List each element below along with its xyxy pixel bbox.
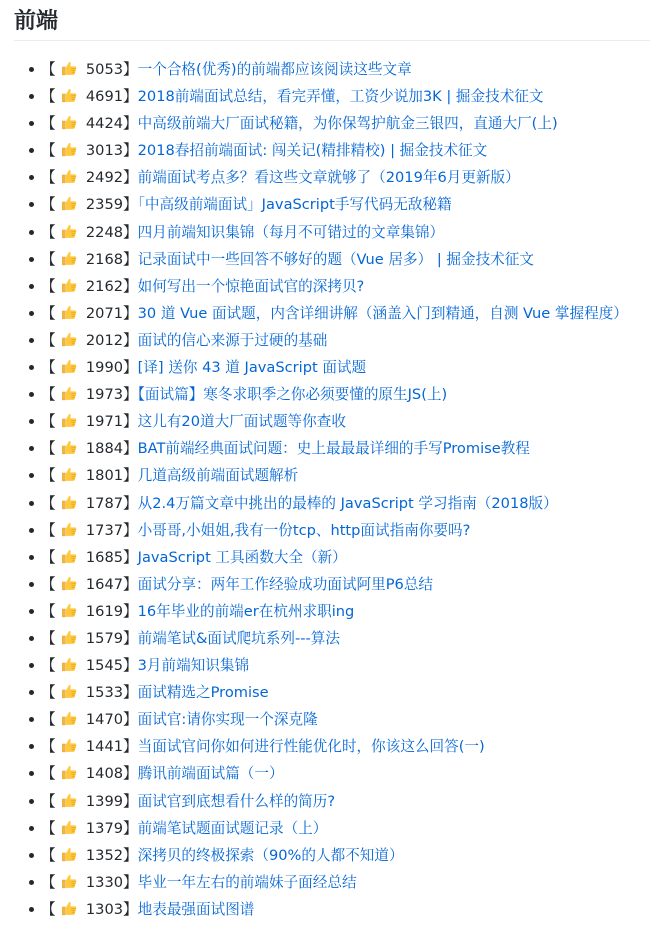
article-link[interactable]: 面试精选之Promise: [137, 684, 269, 702]
close-bracket: 】: [123, 88, 138, 106]
open-bracket: 【: [41, 331, 56, 349]
bullet-dot: [29, 473, 34, 478]
thumbs-up-icon: [61, 656, 78, 673]
like-count: 1973: [85, 386, 124, 404]
list-item: [14, 869, 650, 896]
close-bracket: 】: [123, 196, 138, 214]
bullet-dot: [29, 148, 34, 153]
list-item: [14, 625, 650, 652]
bullet-dot: [29, 284, 34, 289]
thumbs-up-icon: [61, 439, 78, 456]
open-bracket: 【: [41, 711, 56, 729]
thumbs-up-icon: [61, 629, 78, 646]
open-bracket: 【: [41, 765, 56, 783]
thumbs-up-icon: [61, 575, 78, 592]
article-link[interactable]: 如何写出一个惊艳面试官的深拷贝?: [137, 277, 365, 295]
article-link[interactable]: BAT前端经典面试问题：史上最最最详细的手写Promise教程: [137, 440, 530, 458]
bullet-dot: [29, 230, 34, 235]
article-link[interactable]: 几道高级前端面试题解析: [137, 467, 299, 485]
bullet-dot: [29, 690, 34, 695]
like-count: 1685: [85, 548, 124, 566]
like-count: 1303: [85, 900, 124, 918]
article-link[interactable]: 30 道 Vue 面试题，内含详细讲解（涵盖入门到精通，自测 Vue 掌握程度）: [137, 304, 628, 322]
article-link[interactable]: [译] 送你 43 道 JavaScript 面试题: [137, 359, 367, 377]
article-link[interactable]: 面试分享：两年工作经验成功面试阿里P6总结: [137, 575, 434, 593]
like-count: 2071: [85, 304, 124, 322]
open-bracket: 【: [41, 88, 56, 106]
list-item: [14, 246, 650, 273]
like-count: 1470: [85, 711, 124, 729]
like-count: 1579: [85, 629, 124, 647]
thumbs-up-icon: [61, 683, 78, 700]
bullet-dot: [29, 94, 34, 99]
thumbs-up-icon: [61, 277, 78, 294]
article-list: [14, 56, 650, 923]
close-bracket: 】: [123, 738, 138, 756]
like-count: 1801: [85, 467, 124, 485]
list-item: [14, 571, 650, 598]
article-link[interactable]: 前端笔试题面试题记录（上）: [137, 819, 328, 837]
list-item: [14, 83, 650, 110]
list-item: [14, 137, 650, 164]
thumbs-up-icon: [61, 141, 78, 158]
article-link[interactable]: 毕业一年左右的前端妹子面经总结: [137, 873, 357, 891]
article-link[interactable]: 前端笔试&面试爬坑系列---算法: [137, 629, 340, 647]
thumbs-up-icon: [61, 521, 78, 538]
like-count: 1647: [85, 575, 124, 593]
open-bracket: 【: [41, 277, 56, 295]
list-item: [14, 733, 650, 760]
like-count: 2168: [85, 250, 124, 268]
open-bracket: 【: [41, 900, 56, 918]
bullet-dot: [29, 609, 34, 614]
bullet-dot: [29, 257, 34, 262]
close-bracket: 】: [123, 304, 138, 322]
like-count: 3013: [85, 142, 124, 160]
like-count: 1971: [85, 413, 124, 431]
thumbs-up-icon: [61, 114, 78, 131]
like-count: 1619: [85, 602, 124, 620]
bullet-dot: [29, 338, 34, 343]
article-link[interactable]: 2018前端面试总结，看完弄懂，工资少说加3K | 掘金技术征文: [137, 88, 544, 106]
article-link[interactable]: 深拷贝的终极探索（90%的人都不知道）: [137, 846, 404, 864]
article-link[interactable]: 面试的信心来源于过硬的基础: [137, 331, 328, 349]
thumbs-up-icon: [61, 358, 78, 375]
article-link[interactable]: 地表最强面试图谱: [137, 900, 255, 918]
close-bracket: 】: [123, 873, 138, 891]
article-link[interactable]: 小哥哥,小姐姐,我有一份tcp、http面试指南你要吗?: [137, 521, 471, 539]
list-item: [14, 652, 650, 679]
open-bracket: 【: [41, 846, 56, 864]
list-item: [14, 219, 650, 246]
bullet-dot: [29, 582, 34, 587]
open-bracket: 【: [41, 738, 56, 756]
open-bracket: 【: [41, 684, 56, 702]
thumbs-up-icon: [61, 304, 78, 321]
close-bracket: 】: [123, 223, 138, 241]
open-bracket: 【: [41, 602, 56, 620]
close-bracket: 】: [123, 61, 138, 78]
thumbs-up-icon: [61, 710, 78, 727]
thumbs-up-icon: [61, 764, 78, 781]
list-item: [14, 706, 650, 733]
like-count: 1441: [85, 738, 124, 756]
like-count: 2248: [85, 223, 124, 241]
heading-divider: [14, 40, 650, 41]
like-count: 1379: [85, 819, 124, 837]
list-item: [14, 788, 650, 815]
article-link[interactable]: 2018春招前端面试: 闯关记(精排精校) | 掘金技术征文: [137, 142, 488, 160]
article-link[interactable]: 中高级前端大厂面试秘籍，为你保驾护航金三银四，直通大厂(上): [137, 115, 558, 133]
article-link[interactable]: 这儿有20道大厂面试题等你查收: [137, 413, 346, 431]
bullet-dot: [29, 67, 34, 72]
thumbs-up-icon: [61, 819, 78, 836]
list-item: [14, 327, 650, 354]
close-bracket: 】: [123, 359, 138, 377]
open-bracket: 【: [41, 548, 56, 566]
thumbs-up-icon: [61, 737, 78, 754]
article-link[interactable]: 当面试官问你如何进行性能优化时，你该这么回答(一): [137, 738, 485, 756]
thumbs-up-icon: [61, 331, 78, 348]
thumbs-up-icon: [61, 494, 78, 511]
close-bracket: 】: [123, 548, 138, 566]
bullet-dot: [29, 853, 34, 858]
thumbs-up-icon: [61, 900, 78, 917]
list-item: [14, 842, 650, 869]
open-bracket: 【: [41, 115, 56, 133]
thumbs-up-icon: [61, 846, 78, 863]
open-bracket: 【: [41, 304, 56, 322]
close-bracket: 】: [123, 846, 138, 864]
close-bracket: 】: [123, 575, 138, 593]
thumbs-up-icon: [61, 548, 78, 565]
thumbs-up-icon: [61, 412, 78, 429]
open-bracket: 【: [41, 413, 56, 431]
close-bracket: 】: [123, 169, 138, 187]
close-bracket: 】: [123, 684, 138, 702]
article-link[interactable]: 腾讯前端面试篇（一）: [137, 765, 284, 783]
article-link[interactable]: 面试官:请你实现一个深克隆: [137, 711, 318, 729]
close-bracket: 】: [123, 765, 138, 783]
bullet-dot: [29, 365, 34, 370]
list-item: [14, 598, 650, 625]
list-item: [14, 760, 650, 787]
thumbs-up-icon: [61, 466, 78, 483]
close-bracket: 】: [123, 467, 138, 485]
bullet-dot: [29, 826, 34, 831]
open-bracket: 【: [41, 657, 56, 675]
open-bracket: 【: [41, 819, 56, 837]
like-count: 1990: [85, 359, 124, 377]
bullet-dot: [29, 392, 34, 397]
open-bracket: 【: [41, 359, 56, 377]
close-bracket: 】: [123, 250, 138, 268]
list-item: [14, 517, 650, 544]
like-count: 2359: [85, 196, 124, 214]
bullet-dot: [29, 717, 34, 722]
thumbs-up-icon: [61, 602, 78, 619]
close-bracket: 】: [123, 440, 138, 458]
list-item: [14, 56, 650, 83]
like-count: 1545: [85, 657, 124, 675]
thumbs-up-icon: [61, 60, 78, 77]
like-count: 5053: [85, 61, 124, 78]
like-count: 2012: [85, 331, 124, 349]
close-bracket: 】: [123, 602, 138, 620]
article-link[interactable]: 16年毕业的前端er在杭州求职ing: [137, 602, 355, 620]
list-item: [14, 896, 650, 923]
bullet-dot: [29, 121, 34, 126]
like-count: 1408: [85, 765, 124, 783]
list-item: [14, 490, 650, 517]
open-bracket: 【: [41, 440, 56, 458]
article-link[interactable]: 面试官到底想看什么样的简历?: [137, 792, 336, 810]
list-item: [14, 462, 650, 489]
list-item: [14, 381, 650, 408]
open-bracket: 【: [41, 196, 56, 214]
bullet-dot: [29, 311, 34, 316]
bullet-dot: [29, 175, 34, 180]
article-link[interactable]: 四月前端知识集锦（每月不可错过的文章集锦）: [137, 223, 445, 241]
bullet-dot: [29, 446, 34, 451]
open-bracket: 【: [41, 873, 56, 891]
like-count: 1787: [85, 494, 124, 512]
thumbs-up-icon: [61, 873, 78, 890]
thumbs-up-icon: [61, 250, 78, 267]
open-bracket: 【: [41, 386, 56, 404]
open-bracket: 【: [41, 223, 56, 241]
like-count: 1884: [85, 440, 124, 458]
bullet-dot: [29, 528, 34, 533]
list-item: [14, 164, 650, 191]
open-bracket: 【: [41, 575, 56, 593]
like-count: 1399: [85, 792, 124, 810]
open-bracket: 【: [41, 521, 56, 539]
like-count: 2492: [85, 169, 124, 187]
article-link[interactable]: 记录面试中一些回答不够好的题（Vue 居多） | 掘金技术征文: [137, 250, 534, 268]
open-bracket: 【: [41, 494, 56, 512]
close-bracket: 】: [123, 331, 138, 349]
close-bracket: 】: [123, 386, 138, 404]
like-count: 4424: [85, 115, 124, 133]
bullet-dot: [29, 501, 34, 506]
list-item: [14, 191, 650, 218]
article-link[interactable]: 从2.4万篇文章中挑出的最棒的 JavaScript 学习指南（2018版）: [137, 494, 558, 512]
list-item: [14, 815, 650, 842]
close-bracket: 】: [123, 277, 138, 295]
article-link[interactable]: 一个合格(优秀)的前端都应该阅读这些文章: [137, 61, 412, 78]
bullet-dot: [29, 771, 34, 776]
list-item: [14, 273, 650, 300]
open-bracket: 【: [41, 792, 56, 810]
open-bracket: 【: [41, 61, 56, 78]
close-bracket: 】: [123, 521, 138, 539]
close-bracket: 】: [123, 792, 138, 810]
list-item: [14, 679, 650, 706]
close-bracket: 】: [123, 142, 138, 160]
close-bracket: 】: [123, 413, 138, 431]
thumbs-up-icon: [61, 195, 78, 212]
list-item: [14, 110, 650, 137]
like-count: 4691: [85, 88, 124, 106]
open-bracket: 【: [41, 467, 56, 485]
bullet-dot: [29, 799, 34, 804]
thumbs-up-icon: [61, 168, 78, 185]
thumbs-up-icon: [61, 792, 78, 809]
article-link[interactable]: JavaScript 工具函数大全（新）: [137, 548, 347, 566]
like-count: 1737: [85, 521, 124, 539]
like-count: 1533: [85, 684, 124, 702]
article-link[interactable]: 【面试篇】寒冬求职季之你必须要懂的原生JS(上): [137, 386, 448, 404]
list-item: [14, 300, 650, 327]
section-heading: 前端: [14, 9, 59, 34]
like-count: 1330: [85, 873, 124, 891]
bullet-dot: [29, 880, 34, 885]
bullet-dot: [29, 907, 34, 912]
thumbs-up-icon: [61, 223, 78, 240]
thumbs-up-icon: [61, 385, 78, 402]
article-link[interactable]: 前端面试考点多？看这些文章就够了（2019年6月更新版）: [137, 169, 520, 187]
article-link[interactable]: 「中高级前端面试」JavaScript手写代码无敌秘籍: [137, 196, 452, 214]
bullet-dot: [29, 636, 34, 641]
open-bracket: 【: [41, 250, 56, 268]
close-bracket: 】: [123, 494, 138, 512]
close-bracket: 】: [123, 657, 138, 675]
close-bracket: 】: [123, 900, 138, 918]
list-item: [14, 435, 650, 462]
list-item: [14, 544, 650, 571]
bullet-dot: [29, 419, 34, 424]
bullet-dot: [29, 663, 34, 668]
thumbs-up-icon: [61, 87, 78, 104]
close-bracket: 】: [123, 629, 138, 647]
like-count: 2162: [85, 277, 124, 295]
like-count: 1352: [85, 846, 124, 864]
open-bracket: 【: [41, 629, 56, 647]
close-bracket: 】: [123, 115, 138, 133]
close-bracket: 】: [123, 819, 138, 837]
article-link[interactable]: 3月前端知识集锦: [137, 657, 250, 675]
list-item: [14, 354, 650, 381]
bullet-dot: [29, 744, 34, 749]
open-bracket: 【: [41, 169, 56, 187]
close-bracket: 】: [123, 711, 138, 729]
bullet-dot: [29, 202, 34, 207]
list-item: [14, 408, 650, 435]
open-bracket: 【: [41, 142, 56, 160]
bullet-dot: [29, 555, 34, 560]
